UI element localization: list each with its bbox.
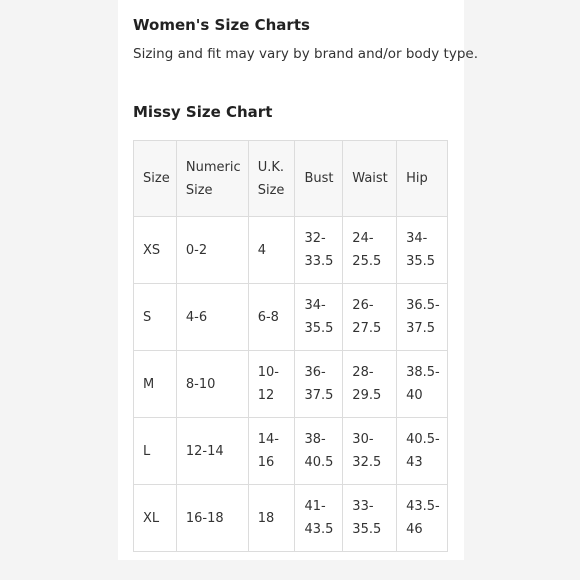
cell-numeric-size: 12-14 (176, 418, 248, 485)
cell-size: L (134, 418, 177, 485)
header-row (134, 141, 448, 217)
cell-hip: 36.5- 37.5 (397, 284, 448, 351)
size-chart-table (133, 140, 448, 552)
cell-uk-size: 10- 12 (248, 351, 295, 418)
cell-bust: 36- 37.5 (295, 351, 343, 418)
cell-size: S (134, 284, 177, 351)
cell-bust: 34- 35.5 (295, 284, 343, 351)
table-row (134, 485, 448, 552)
cell-uk-size: 4 (248, 217, 295, 284)
cell-numeric-size: 8-10 (176, 351, 248, 418)
cell-hip: 40.5- 43 (397, 418, 448, 485)
cell-size: XL (134, 485, 177, 552)
column-header-waist: Waist (343, 141, 397, 217)
table-body (134, 217, 448, 552)
cell-size: XS (134, 217, 177, 284)
cell-bust: 41- 43.5 (295, 485, 343, 552)
cell-uk-size: 18 (248, 485, 295, 552)
table-row (134, 351, 448, 418)
column-header-numeric-size: Numeric Size (176, 141, 248, 217)
section-title: Missy Size Chart (133, 103, 273, 121)
cell-hip: 38.5- 40 (397, 351, 448, 418)
table-row (134, 418, 448, 485)
cell-size: M (134, 351, 177, 418)
column-header-size: Size (134, 141, 177, 217)
table-header (134, 141, 448, 217)
cell-waist: 24- 25.5 (343, 217, 397, 284)
cell-hip: 43.5- 46 (397, 485, 448, 552)
cell-waist: 33- 35.5 (343, 485, 397, 552)
column-header-bust: Bust (295, 141, 343, 217)
cell-uk-size: 6-8 (248, 284, 295, 351)
cell-waist: 28- 29.5 (343, 351, 397, 418)
page-subtitle: Sizing and fit may vary by brand and/or body type. (133, 46, 478, 62)
cell-numeric-size: 0-2 (176, 217, 248, 284)
column-header-hip: Hip (397, 141, 448, 217)
page-title: Women's Size Charts (133, 16, 310, 34)
cell-bust: 38- 40.5 (295, 418, 343, 485)
cell-uk-size: 14- 16 (248, 418, 295, 485)
cell-numeric-size: 4-6 (176, 284, 248, 351)
table-row (134, 217, 448, 284)
cell-bust: 32- 33.5 (295, 217, 343, 284)
table-row (134, 284, 448, 351)
cell-waist: 26- 27.5 (343, 284, 397, 351)
column-header-uk-size: U.K. Size (248, 141, 295, 217)
cell-numeric-size: 16-18 (176, 485, 248, 552)
cell-waist: 30- 32.5 (343, 418, 397, 485)
cell-hip: 34- 35.5 (397, 217, 448, 284)
